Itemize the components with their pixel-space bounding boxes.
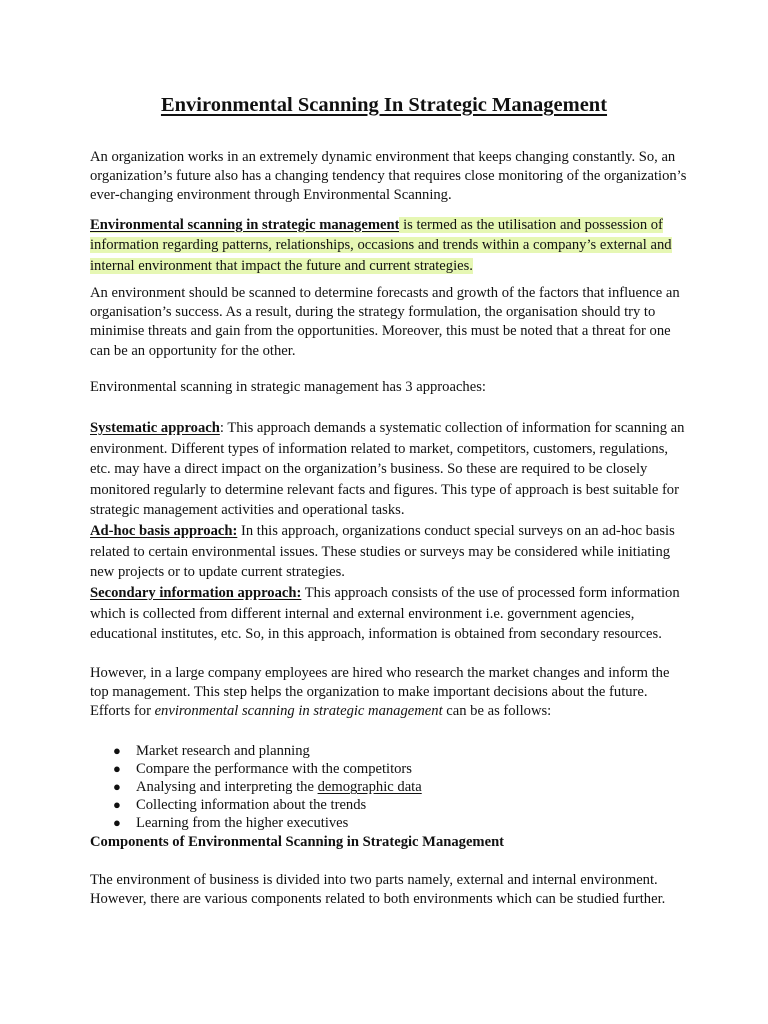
approach-text: In this approach, organizations conduct special surveys on an ad-hoc basis related to certain environmental issues. These studies or surveys may be considered while initiating new projects or to update current strategies. (90, 523, 675, 581)
however-text: However, in a large company employees are hired who research the market changes and inform the top management. This step helps the organization to make important decisions about the future. Efforts for (90, 665, 670, 720)
list-item-text: Learning from the higher executives (136, 815, 349, 832)
list-item-text: Market research and planning (136, 743, 310, 759)
bullet-icon: ● (113, 761, 121, 777)
approaches-intro: Environmental scanning in strategic management has 3 approaches: (90, 379, 486, 395)
list-item-text: Collecting information about the trends (136, 797, 367, 814)
however-tail: can be as follows: (442, 703, 552, 720)
approach-adhoc (90, 521, 690, 583)
approach-systematic (90, 418, 690, 521)
approach-secondary (90, 583, 690, 645)
approach-label: Ad-hoc basis approach: (90, 523, 238, 539)
approach-text: This approach demands a systematic collection of information for scanning an environment. Different types of information related to market, competitors, customers, regulations, etc. may have a direct impact on the organization’s business. So these are required to be closely monitored regularly to determine relevant facts and figures. This type of approach is best suitable for strategic management activities and operational tasks. (90, 420, 685, 519)
bullet-icon: ● (113, 815, 121, 831)
approach-text: This approach consists of the use of processed form information which is collected from different internal and external environment i.e. government agencies, educational institutes, etc. So, in this approach, information is obtained from secondary resources. (90, 585, 680, 643)
list-item-text: Analysing and interpreting the (136, 779, 318, 796)
approach-separator: : (219, 420, 228, 436)
list-item (90, 760, 690, 778)
bullet-icon: ● (113, 779, 121, 795)
document-title: Environmental Scanning In Strategic Management (160, 94, 608, 116)
however-italic: environmental scanning in strategic management (154, 703, 443, 720)
approach-label: Systematic approach (90, 420, 220, 436)
definition-paragraph (90, 215, 690, 276)
list-item (90, 742, 690, 760)
bullet-icon: ● (113, 743, 121, 758)
however-paragraph (90, 664, 690, 722)
bullet-icon: ● (113, 797, 121, 813)
demographic-data-link[interactable]: demographic data (317, 779, 422, 796)
approach-label: Secondary information approach: (90, 585, 302, 601)
components-heading: Components of Environmental Scanning in Strategic Management (90, 834, 505, 850)
intro-paragraph: An organization works in an extremely dynamic environment that keeps changing constantly. So, an organization’s future also has a changing tendency that requires close monitoring of the organization’s ever-changing environment through Environmental Scanning. (90, 149, 687, 204)
efforts-list (90, 742, 690, 832)
definition-term: Environmental scanning in strategic management (90, 217, 400, 233)
list-item (90, 814, 690, 832)
list-item-text: Compare the performance with the competitors (136, 761, 412, 778)
list-item (90, 778, 690, 796)
closing-paragraph: The environment of business is divided into two parts namely, external and internal environment. However, there are various components related to both environments which can be studied further. (90, 872, 666, 908)
list-item (90, 796, 690, 814)
scan-paragraph: An environment should be scanned to determine forecasts and growth of the factors that influence an organisation’s success. As a result, during the strategy formulation, the organisation should try to minimise threats and gain from the opportunities. Moreover, this must be noted that a threat for one can be an opportunity for the other. (90, 285, 680, 359)
definition-text: is termed as the utilisation and possession of information regarding patterns, relationships, occasions and trends within a company’s external and internal environment that impact the future and current strategies. (90, 217, 672, 274)
